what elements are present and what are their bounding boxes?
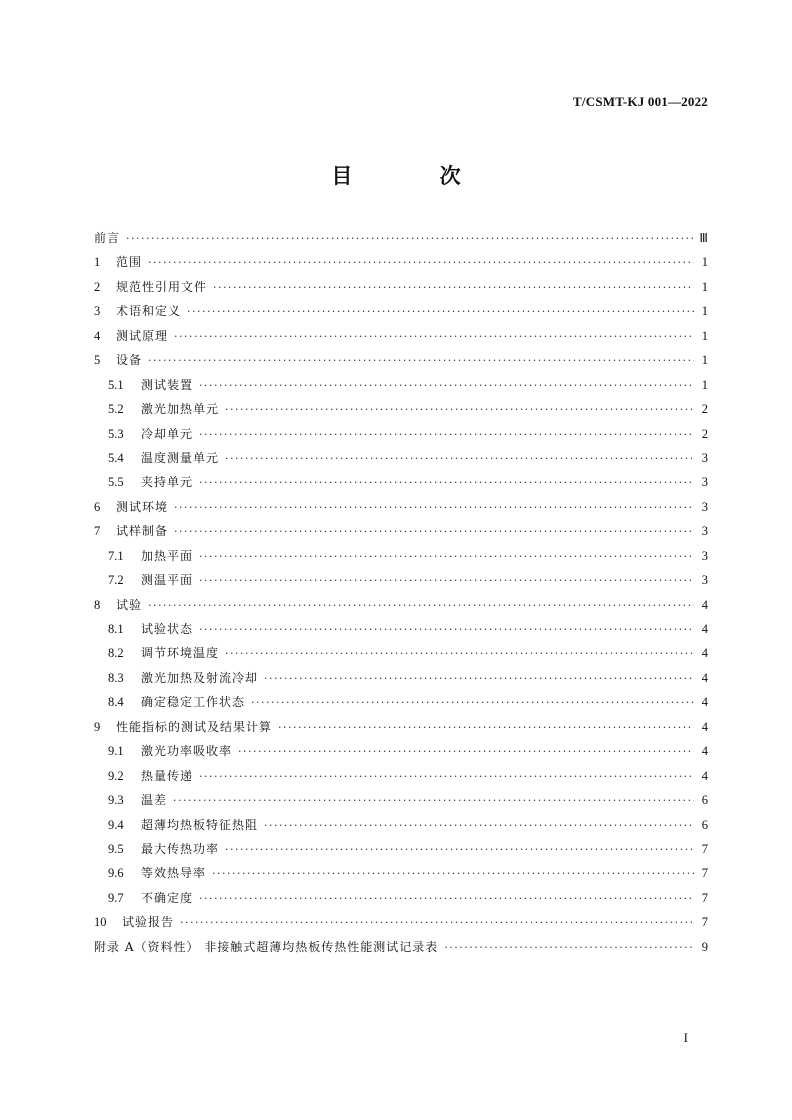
toc-entry[interactable] — [94, 250, 708, 274]
toc-entry-label: 最大传热功率 — [141, 841, 220, 856]
dot-leader — [173, 789, 694, 813]
toc-entry[interactable] — [94, 861, 708, 885]
toc-entry[interactable] — [94, 593, 708, 617]
page-number: I — [683, 1030, 688, 1045]
dot-leader — [225, 447, 694, 471]
dot-leader — [251, 691, 694, 715]
toc-entry-label: 前言 — [94, 231, 121, 245]
toc-entry-page: 2 — [701, 402, 708, 417]
toc-entry-number: 9.6 — [108, 866, 124, 881]
dot-leader — [444, 936, 694, 960]
dot-leader — [148, 594, 694, 618]
toc-entry-number: 5.5 — [108, 475, 124, 490]
toc-entry[interactable] — [94, 299, 708, 323]
toc-entry-number: 5.4 — [108, 450, 124, 465]
toc-entry-number: 5 — [94, 353, 101, 368]
toc-entry-number: 9.1 — [108, 744, 124, 759]
toc-entry-number: 8 — [94, 597, 101, 612]
dot-leader — [199, 545, 694, 569]
toc-entry-label: 测温平面 — [141, 573, 194, 588]
toc-entry[interactable] — [94, 666, 708, 690]
toc-entry[interactable] — [94, 617, 708, 641]
toc-entry-page: 4 — [701, 597, 708, 612]
toc-entry-page: 1 — [701, 328, 708, 343]
toc-entry-page: 6 — [701, 793, 708, 808]
toc-entry-page: 4 — [701, 695, 708, 710]
toc-entry[interactable] — [94, 544, 708, 568]
toc-entry-label: 加热平面 — [141, 548, 194, 563]
dot-leader — [278, 716, 694, 740]
toc-entry[interactable] — [94, 764, 708, 788]
toc-entry-label: 试验报告 — [122, 915, 175, 930]
toc-entry-number: 8.2 — [108, 646, 124, 661]
toc-entry-page: 4 — [701, 744, 708, 759]
dot-leader — [199, 569, 694, 593]
dot-leader — [199, 765, 694, 789]
dot-leader — [174, 496, 694, 520]
dot-leader — [180, 911, 694, 935]
dot-leader — [199, 887, 694, 911]
toc-entry[interactable] — [94, 519, 708, 543]
dot-leader — [148, 349, 694, 373]
toc-entry-label: 附录 A（资料性） 非接触式超薄均热板传热性能测试记录表 — [94, 939, 439, 954]
table-of-contents — [94, 226, 708, 959]
toc-entry-number: 5.2 — [108, 402, 124, 417]
toc-entry[interactable] — [94, 837, 708, 861]
toc-entry-page: 4 — [701, 646, 708, 661]
toc-entry-label: 设备 — [116, 353, 143, 368]
dot-leader — [126, 227, 694, 251]
toc-entry-number: 10 — [94, 915, 107, 930]
toc-entry[interactable] — [94, 470, 708, 494]
toc-entry-label: 确定稳定工作状态 — [141, 695, 246, 710]
toc-entry[interactable] — [94, 275, 708, 299]
toc-entry-page: 1 — [701, 377, 708, 392]
toc-entry-page: 6 — [701, 817, 708, 832]
toc-entry-label: 冷却单元 — [141, 426, 194, 441]
toc-entry-page: 3 — [701, 524, 708, 539]
toc-entry-page: 4 — [701, 622, 708, 636]
toc-entry[interactable] — [94, 910, 708, 934]
toc-entry-number: 7.2 — [108, 573, 124, 588]
toc-entry[interactable] — [94, 495, 708, 519]
toc-entry-label: 超薄均热板特征热阻 — [141, 817, 259, 832]
toc-entry-label: 温度测量单元 — [141, 450, 220, 465]
toc-entry-page: 7 — [701, 866, 708, 881]
toc-entry-number: 1 — [94, 255, 101, 270]
toc-entry[interactable] — [94, 348, 708, 372]
toc-entry-page: 1 — [701, 353, 708, 368]
toc-entry[interactable] — [94, 641, 708, 665]
toc-entry-page: 7 — [701, 915, 708, 930]
dot-leader — [174, 520, 694, 544]
toc-entry[interactable] — [94, 886, 708, 910]
toc-entry-label: 测试装置 — [141, 377, 194, 392]
toc-entry-number: 9.7 — [108, 890, 124, 905]
toc-entry-page: 7 — [701, 890, 708, 905]
toc-entry-number: 8.3 — [108, 670, 124, 685]
toc-entry-page: 3 — [701, 573, 708, 588]
toc-entry-number: 6 — [94, 499, 101, 514]
dot-leader — [264, 667, 694, 691]
toc-entry[interactable] — [94, 446, 708, 470]
toc-entry-number: 8.1 — [108, 622, 124, 636]
toc-entry-label: 激光功率吸收率 — [141, 744, 233, 759]
dot-leader — [225, 838, 694, 862]
toc-entry-page: 7 — [701, 841, 708, 856]
dot-leader — [213, 276, 694, 300]
toc-entry-number: 7 — [94, 524, 101, 539]
toc-entry-label: 试验 — [116, 597, 143, 612]
toc-entry-label: 调节环境温度 — [141, 646, 220, 661]
toc-entry[interactable] — [94, 813, 708, 837]
toc-entry-label: 范围 — [116, 255, 143, 270]
toc-entry-page: 1 — [701, 304, 708, 319]
toc-entry-label: 温差 — [141, 793, 168, 808]
toc-entry[interactable] — [94, 324, 708, 348]
dot-leader — [199, 471, 694, 495]
toc-entry-page: 3 — [701, 450, 708, 465]
toc-entry-page: 3 — [701, 475, 708, 490]
dot-leader — [148, 251, 694, 275]
toc-entry-number: 8.4 — [108, 695, 124, 710]
toc-entry-page: 1 — [701, 279, 708, 294]
toc-entry[interactable] — [94, 715, 708, 739]
dot-leader — [264, 814, 694, 838]
dot-leader — [199, 423, 694, 447]
toc-entry-number: 9.3 — [108, 793, 124, 808]
toc-entry-label: 测试原理 — [116, 328, 169, 343]
toc-entry-label: 术语和定义 — [116, 304, 182, 319]
toc-entry-page: Ⅲ — [699, 231, 708, 245]
toc-entry-label: 试验状态 — [141, 622, 194, 636]
toc-entry[interactable] — [94, 935, 708, 959]
toc-entry-number: 9.4 — [108, 817, 124, 832]
toc-entry-page: 4 — [701, 768, 708, 783]
toc-entry-label: 试样制备 — [116, 524, 169, 539]
dot-leader — [199, 618, 694, 642]
toc-entry-label: 规范性引用文件 — [116, 279, 208, 294]
toc-entry[interactable] — [94, 422, 708, 446]
dot-leader — [225, 398, 694, 422]
toc-entry-page: 3 — [701, 499, 708, 514]
toc-entry-number: 5.1 — [108, 377, 124, 392]
toc-entry-label: 激光加热单元 — [141, 402, 220, 417]
dot-leader — [174, 325, 694, 349]
toc-entry-number: 4 — [94, 328, 101, 343]
toc-entry-label: 不确定度 — [141, 890, 194, 905]
toc-entry-number: 9.5 — [108, 841, 124, 856]
toc-entry-label: 激光加热及射流冷却 — [141, 670, 259, 685]
toc-entry[interactable] — [94, 373, 708, 397]
dot-leader — [212, 862, 694, 886]
toc-entry-page: 9 — [701, 939, 708, 954]
toc-entry[interactable] — [94, 226, 708, 250]
toc-entry-number: 5.3 — [108, 426, 124, 441]
toc-entry-page: 4 — [701, 719, 708, 734]
toc-entry-number: 9.2 — [108, 768, 124, 783]
toc-entry-label: 夹持单元 — [141, 475, 194, 490]
toc-entry-page: 3 — [701, 548, 708, 563]
toc-entry-page: 2 — [701, 426, 708, 441]
toc-entry-label: 性能指标的测试及结果计算 — [116, 719, 273, 734]
toc-entry-number: 2 — [94, 279, 101, 294]
dot-leader — [225, 642, 694, 666]
toc-entry-label: 测试环境 — [116, 499, 169, 514]
page-title: 目 次 — [331, 164, 501, 188]
toc-entry-number: 9 — [94, 719, 101, 734]
document-code: T/CSMT-KJ 001—2022 — [573, 94, 708, 109]
dot-leader — [199, 374, 694, 398]
toc-entry[interactable] — [94, 690, 708, 714]
toc-entry[interactable] — [94, 739, 708, 763]
toc-entry-label: 等效热导率 — [141, 866, 207, 881]
toc-entry-number: 7.1 — [108, 548, 124, 563]
dot-leader — [238, 740, 694, 764]
toc-entry[interactable] — [94, 568, 708, 592]
toc-entry[interactable] — [94, 788, 708, 812]
toc-entry-page: 1 — [701, 255, 708, 270]
toc-entry-label: 热量传递 — [141, 768, 194, 783]
dot-leader — [187, 300, 694, 324]
toc-entry[interactable] — [94, 397, 708, 421]
toc-entry-page: 4 — [701, 670, 708, 685]
toc-entry-number: 3 — [94, 304, 101, 319]
